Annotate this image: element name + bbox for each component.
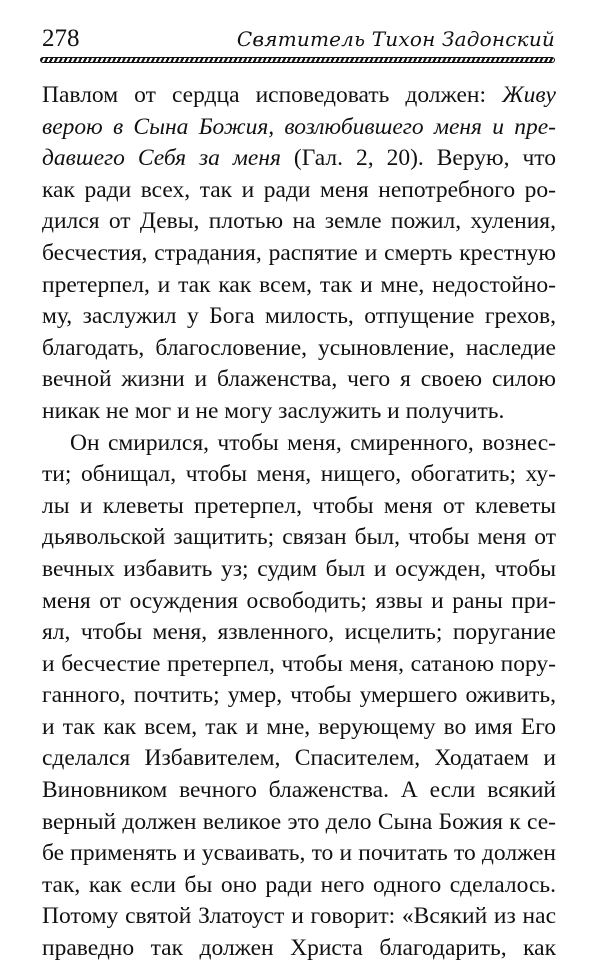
text-segment: меня от осуждения освободить; язвы и раны при- (42, 587, 556, 614)
text-segment: сделался Избавителем, Спасителем, Ходатаем и (42, 745, 556, 772)
body-text (42, 80, 556, 965)
italic-quote-segment: верою в Сына Божия, возлюбившего меня и пре- (42, 113, 556, 140)
text-segment: как ради всех, так и ради меня непотребного ро- (42, 176, 556, 203)
text-segment: дился от Девы, плотью на земле пожил, хуления, (42, 208, 556, 235)
text-segment: вечной жизни и блаженства, чего я своею силою (42, 366, 556, 393)
text-line (42, 775, 556, 807)
text-segment: вечных избавить уз; судим был и осужден, чтобы (42, 555, 556, 582)
text-segment: Потому святой Златоуст и говорит: «Всякий из нас (42, 903, 556, 930)
text-segment: верный должен великое это дело Сына Божия к се- (42, 808, 556, 835)
text-segment: му, заслужил у Бога милость, отпущение грехов, (42, 303, 556, 330)
text-line (42, 807, 556, 839)
text-line (42, 238, 556, 270)
text-line (42, 522, 556, 554)
text-segment: претерпел, и так как всем, так и мне, недостойно- (42, 271, 556, 298)
text-line (42, 680, 556, 712)
italic-quote-segment: Живу (502, 82, 556, 108)
text-line (42, 491, 556, 523)
text-segment: и бесчестие претерпел, чтобы меня, сатаною пору- (42, 650, 556, 677)
text-line (42, 206, 556, 238)
text-segment: Виновником вечного блаженства. А если всякий (42, 777, 556, 804)
text-segment: никак не мог и не могу заслужить и получить. (42, 397, 505, 424)
text-line (42, 712, 556, 744)
italic-quote-segment: давшего Себя за меня (42, 145, 281, 172)
text-line (42, 80, 556, 112)
text-line (42, 554, 556, 586)
text-line (42, 933, 556, 965)
text-line (42, 143, 556, 175)
text-segment: и так как всем, так и мне, верующему во имя Его (42, 713, 556, 740)
text-line (42, 301, 556, 333)
text-segment: дьявольской защитить; связан был, чтобы меня от (42, 524, 556, 551)
text-line (42, 870, 556, 902)
text-segment: Павлом от сердца исповедовать должен: (42, 82, 503, 108)
text-segment: так, как если бы оно ради него одного сделалось. (42, 871, 556, 898)
text-line (42, 112, 556, 144)
text-line (42, 175, 556, 207)
text-line (42, 901, 556, 933)
running-title: Святитель Тихон Задонский (236, 27, 555, 51)
text-line (42, 617, 556, 649)
text-line (42, 364, 556, 396)
page-header (42, 18, 555, 54)
page-number: 278 (42, 25, 80, 52)
text-line (42, 743, 556, 775)
text-segment: бе применять и усваивать, то и почитать то должен (42, 840, 556, 867)
text-line (42, 459, 556, 491)
text-segment: лы и клеветы претерпел, чтобы меня от клеветы (42, 492, 556, 519)
text-segment: ганного, почтить; умер, чтобы умершего оживить, (42, 682, 556, 709)
text-segment: (Гал. 2, 20). Верую, что (280, 145, 556, 172)
decorative-rope-rule (40, 57, 555, 63)
text-line (42, 333, 556, 365)
text-segment: ял, чтобы меня, язвленного, исцелить; поругание (42, 619, 556, 646)
text-segment: бесчестия, страдания, распятие и смерть крестную (42, 239, 556, 266)
text-line (42, 428, 556, 460)
text-segment: Он смирился, чтобы меня, смиренного, вознес- (70, 429, 556, 456)
text-segment: ти; обнищал, чтобы меня, нищего, обогатить; ху- (42, 461, 556, 488)
text-line (42, 649, 556, 681)
text-segment: праведно так должен Христа благодарить, как (42, 935, 556, 962)
text-segment: благодать, благословение, усыновление, наследие (42, 334, 556, 361)
text-line (42, 586, 556, 618)
text-line (42, 838, 556, 870)
text-line (42, 270, 556, 302)
text-line (42, 396, 556, 428)
